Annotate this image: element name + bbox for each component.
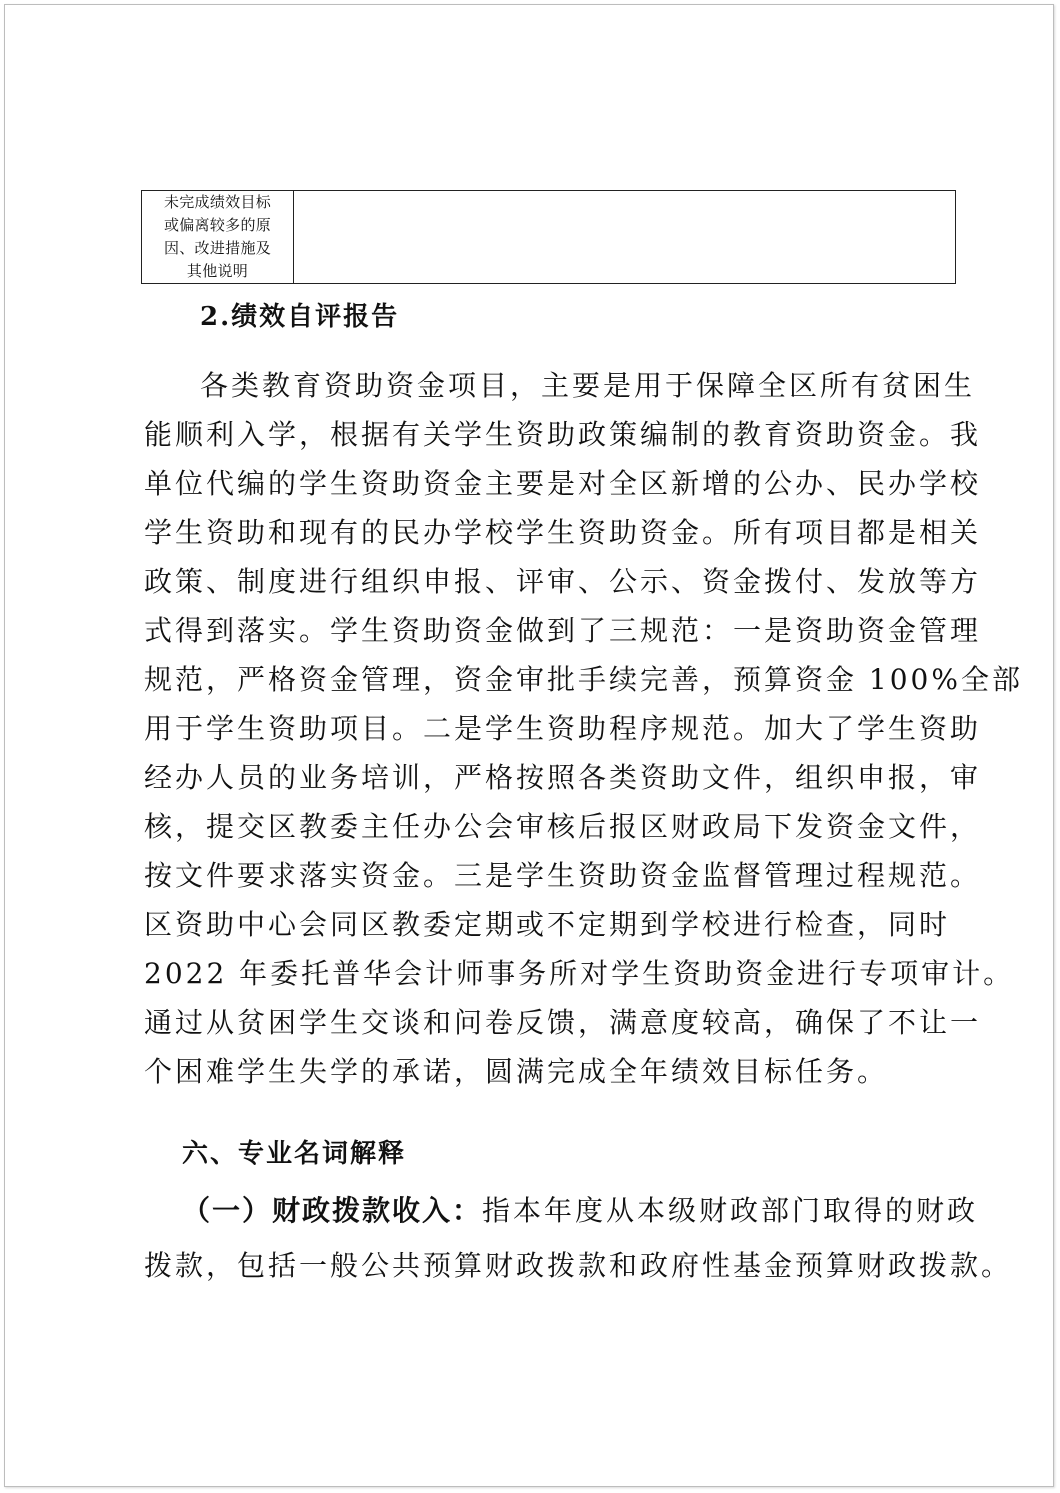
glossary-definition — [144, 1183, 1013, 1293]
table-label-line: 未完成绩效目标 — [163, 193, 272, 211]
paragraph-line: 经办人员的业务培训，严格按照各类资助文件，组织申报，审 — [144, 761, 982, 794]
table-label-cell — [142, 191, 294, 284]
definition-text: 指本年度从本级财政部门取得的财政 — [482, 1194, 979, 1227]
self-evaluation-heading: 2.绩效自评报告 — [200, 302, 400, 332]
paragraph-line: 单位代编的学生资助资金主要是对全区新增的公办、民办学校 — [144, 467, 982, 500]
table-label-line: 其他说明 — [186, 262, 249, 280]
paragraph-line: 能顺利入学，根据有关学生资助政策编制的教育资助资金。我 — [144, 418, 982, 451]
paragraph-line: 2022 年委托普华会计师事务所对学生资助资金进行专项审计。 — [144, 957, 1015, 990]
paragraph-line: 规范，严格资金管理，资金审批手续完善，预算资金 100%全部 — [144, 663, 1023, 696]
table-label-line: 或偏离较多的原 — [163, 216, 272, 234]
definition-term: （一）财政拨款收入： — [182, 1194, 483, 1227]
table-label-line: 因、改进措施及 — [163, 239, 272, 257]
paragraph-line: 个困难学生失学的承诺，圆满完成全年绩效目标任务。 — [144, 1055, 889, 1088]
performance-note-table — [141, 190, 956, 284]
table-value-cell — [294, 191, 956, 284]
paragraph-line: 区资助中心会同区教委定期或不定期到学校进行检查，同时 — [144, 908, 951, 941]
paragraph-line: 核，提交区教委主任办公会审核后报区财政局下发资金文件， — [144, 810, 982, 843]
definition-line: 拨款，包括一般公共预算财政拨款和政府性基金预算财政拨款。 — [144, 1249, 1013, 1282]
paragraph-line: 学生资助和现有的民办学校学生资助资金。所有项目都是相关 — [144, 516, 982, 549]
glossary-heading: 六、专业名词解释 — [182, 1139, 407, 1169]
table-row — [142, 191, 956, 284]
paragraph-line: 通过从贫困学生交谈和问卷反馈，满意度较高，确保了不让一 — [144, 1006, 982, 1039]
paragraph-line: 用于学生资助项目。二是学生资助程序规范。加大了学生资助 — [144, 712, 982, 745]
self-evaluation-paragraph — [144, 361, 1023, 1096]
paragraph-line: 政策、制度进行组织申报、评审、公示、资金拨付、发放等方 — [144, 565, 982, 598]
paragraph-line: 按文件要求落实资金。三是学生资助资金监督管理过程规范。 — [144, 859, 982, 892]
definition-line — [144, 1183, 979, 1238]
paragraph-line: 式得到落实。学生资助资金做到了三规范：一是资助资金管理 — [144, 614, 982, 647]
paragraph-line: 各类教育资助资金项目，主要是用于保障全区所有贫困生 — [200, 369, 976, 402]
